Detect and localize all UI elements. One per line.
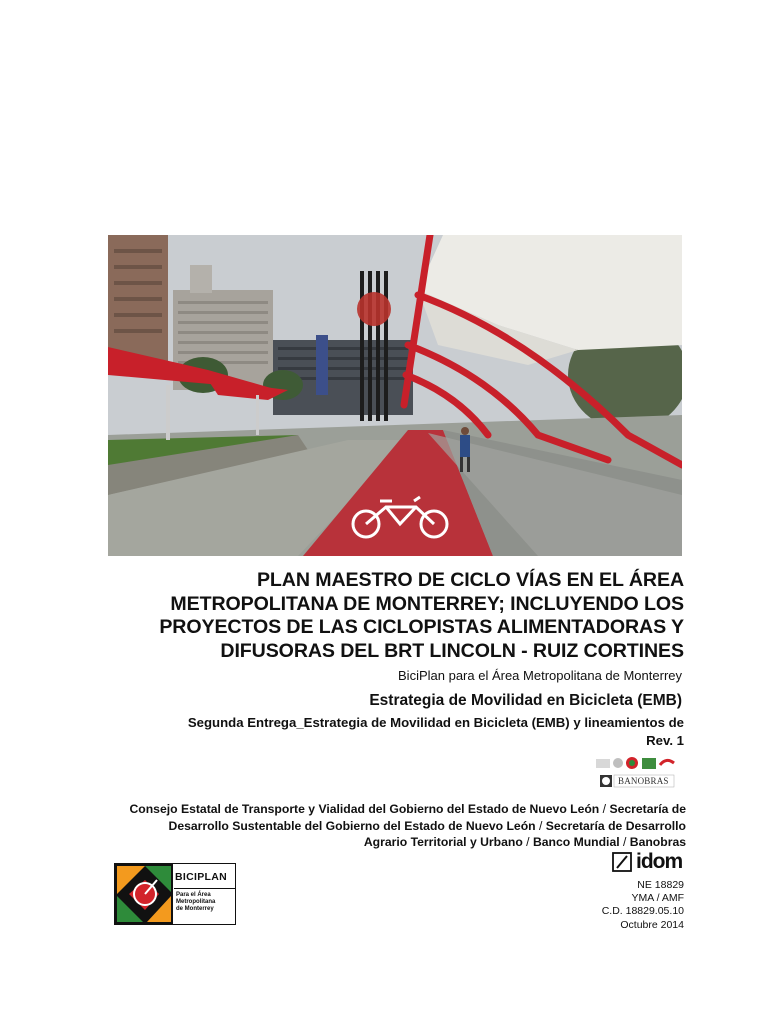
title-line: METROPOLITANA DE MONTERREY; INCLUYENDO LOS — [170, 592, 684, 615]
idom-mark-icon — [612, 852, 632, 872]
document-reference — [602, 879, 684, 932]
idom-logo — [612, 852, 684, 876]
delivery-description — [108, 714, 684, 750]
institution-line: Consejo Estatal de Transporte y Vialidad del Gobierno del Estado de Nuevo León — [129, 802, 600, 816]
logo-divider — [174, 888, 235, 889]
biciplan-emblem-icon — [115, 864, 173, 924]
reference-number: NE 18829 — [637, 879, 684, 891]
banobras-logo-text: BANOBRAS — [618, 776, 669, 786]
idom-wordmark: idom — [636, 850, 683, 873]
sponsor-logos — [596, 755, 678, 791]
title-line: PLAN MAESTRO DE CICLO VÍAS EN EL ÁREA — [256, 569, 684, 591]
biciplan-logo — [114, 863, 236, 925]
biciplan-subtitle-line: Metropolitana — [176, 899, 216, 905]
revision-label: Rev. 1 — [646, 733, 684, 748]
document-title — [108, 569, 684, 663]
document-subtitle: BiciPlan para el Área Metropolitana de Monterrey — [398, 668, 682, 683]
delivery-line: Segunda Entrega_Estrategia de Movilidad en Bicicleta (EMB) y lineamientos de — [187, 715, 684, 730]
cover-photo — [108, 235, 682, 556]
reference-code: C.D. 18829.05.10 — [601, 905, 684, 918]
institution-line: Agrario Territorial y Urbano — [363, 835, 523, 849]
reference-date: Octubre 2014 — [620, 918, 684, 931]
title-line: PROYECTOS DE LAS CICLOPISTAS ALIMENTADORAS Y — [159, 616, 684, 638]
strategy-heading: Estrategia de Movilidad en Bicicleta (EMB) — [369, 692, 682, 709]
title-line: DIFUSORAS DEL BRT LINCOLN - RUIZ CORTINES — [220, 639, 684, 662]
biciplan-name: BICIPLAN — [175, 871, 227, 883]
institution-line: Desarrollo Sustentable del Gobierno del Estado de Nuevo León — [168, 818, 536, 833]
biciplan-subtitle-line: Para el Área — [176, 892, 211, 898]
reference-initials: YMA / AMF — [631, 892, 684, 905]
biciplan-subtitle-line: de Monterrey — [176, 906, 214, 912]
institutions-text: Consejo Estatal de Transporte y Vialidad del Gobierno del Estado de Nuevo León / Secretaría de Desarrollo Sustentable del Gobierno del Estado de Nuevo León / Secretaría de Desarrollo Agrario Territorial y Urbano / Banco Mundial / Banobras — [129, 802, 686, 849]
cover-photo-illustration — [108, 235, 682, 556]
